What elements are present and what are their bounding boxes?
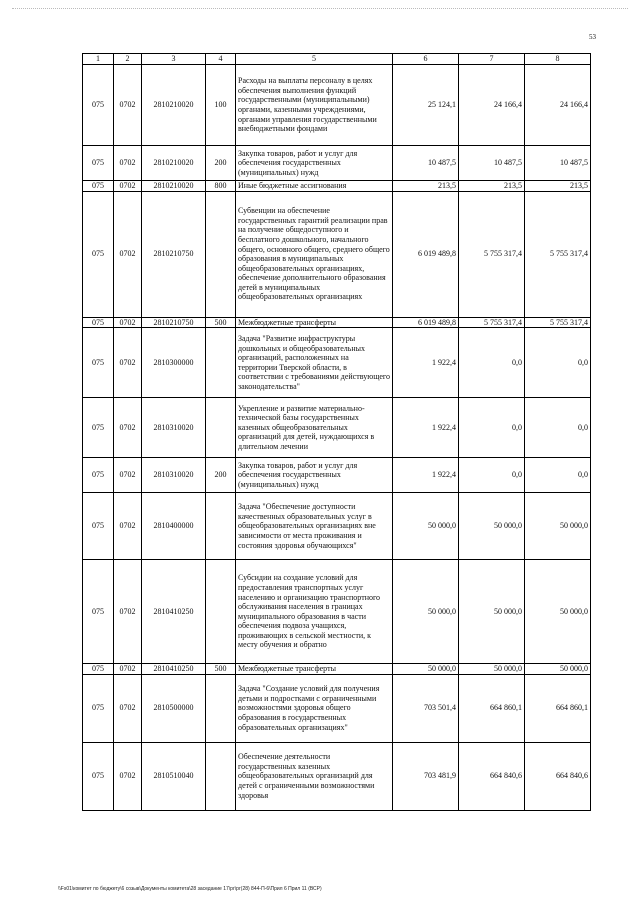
table-row	[83, 65, 591, 146]
cell-amount-3: 664 860,1	[525, 674, 591, 742]
page-number: 53	[589, 33, 596, 41]
cell-section-code: 0702	[114, 398, 142, 458]
cell-expense-type	[206, 398, 236, 458]
cell-target-code: 2810410250	[142, 560, 206, 664]
table-row	[83, 674, 591, 742]
cell-section-code: 0702	[114, 493, 142, 560]
cell-section-code: 0702	[114, 664, 142, 675]
cell-section-code: 0702	[114, 560, 142, 664]
cell-amount-2: 50 000,0	[459, 664, 525, 675]
cell-amount-3: 24 166,4	[525, 65, 591, 146]
cell-target-code: 2810300000	[142, 328, 206, 398]
cell-expense-type	[206, 560, 236, 664]
cell-section-code: 0702	[114, 674, 142, 742]
col-header: 4	[206, 54, 236, 65]
cell-amount-3: 213,5	[525, 181, 591, 192]
table-row	[83, 181, 591, 192]
cell-target-code: 2810310020	[142, 398, 206, 458]
cell-amount-3: 50 000,0	[525, 560, 591, 664]
cell-amount-3: 50 000,0	[525, 493, 591, 560]
cell-target-code: 2810400000	[142, 493, 206, 560]
cell-amount-2: 10 487,5	[459, 146, 525, 181]
cell-description: Иные бюджетные ассигнования	[236, 181, 393, 192]
cell-amount-3: 5 755 317,4	[525, 191, 591, 317]
cell-expense-type	[206, 493, 236, 560]
cell-amount-1: 50 000,0	[393, 560, 459, 664]
cell-amount-2: 5 755 317,4	[459, 191, 525, 317]
cell-amount-2: 0,0	[459, 328, 525, 398]
cell-admin-code: 075	[83, 65, 114, 146]
cell-admin-code: 075	[83, 674, 114, 742]
cell-amount-2: 664 840,6	[459, 742, 525, 810]
cell-amount-1: 6 019 489,8	[393, 191, 459, 317]
cell-admin-code: 075	[83, 742, 114, 810]
cell-section-code: 0702	[114, 146, 142, 181]
budget-table	[82, 53, 591, 811]
cell-admin-code: 075	[83, 317, 114, 328]
cell-expense-type	[206, 328, 236, 398]
cell-amount-1: 703 481,9	[393, 742, 459, 810]
cell-admin-code: 075	[83, 560, 114, 664]
cell-section-code: 0702	[114, 191, 142, 317]
cell-amount-1: 1 922,4	[393, 398, 459, 458]
cell-expense-type: 500	[206, 317, 236, 328]
col-header: 2	[114, 54, 142, 65]
cell-expense-type: 200	[206, 458, 236, 493]
table-row	[83, 146, 591, 181]
cell-expense-type: 100	[206, 65, 236, 146]
cell-amount-3: 50 000,0	[525, 664, 591, 675]
cell-amount-1: 50 000,0	[393, 493, 459, 560]
cell-amount-3: 5 755 317,4	[525, 317, 591, 328]
cell-amount-1: 25 124,1	[393, 65, 459, 146]
table-row	[83, 317, 591, 328]
cell-amount-1: 1 922,4	[393, 328, 459, 398]
col-header: 6	[393, 54, 459, 65]
cell-expense-type: 500	[206, 664, 236, 675]
table-row	[83, 191, 591, 317]
cell-amount-2: 213,5	[459, 181, 525, 192]
cell-expense-type	[206, 191, 236, 317]
col-header: 7	[459, 54, 525, 65]
cell-description: Укрепление и развитие материально-технической базы государственных казенных общеобразовательных организаций для детей, нуждающихся в длительном лечении	[236, 398, 393, 458]
cell-expense-type: 200	[206, 146, 236, 181]
cell-target-code: 2810510040	[142, 742, 206, 810]
cell-amount-2: 50 000,0	[459, 560, 525, 664]
col-header: 3	[142, 54, 206, 65]
cell-amount-3: 664 840,6	[525, 742, 591, 810]
file-path-footer: \\Fs01\комитет по бюджету\6 созыв\Документы комитета\28 заседание 17\рг\рг(28) 844-П-6\Прил 6 Прил 11 (ВСР)	[58, 886, 322, 892]
cell-description: Задача "Развитие инфраструктуры дошкольных и общеобразовательных организаций, расположенных на территории Тверской области, в соответствии с требованиями действующего законодательства"	[236, 328, 393, 398]
cell-section-code: 0702	[114, 181, 142, 192]
cell-target-code: 2810310020	[142, 458, 206, 493]
cell-amount-2: 0,0	[459, 458, 525, 493]
table-row	[83, 328, 591, 398]
cell-admin-code: 075	[83, 458, 114, 493]
cell-amount-3: 0,0	[525, 328, 591, 398]
cell-admin-code: 075	[83, 398, 114, 458]
cell-expense-type	[206, 674, 236, 742]
cell-description: Закупка товаров, работ и услуг для обеспечения государственных (муниципальных) нужд	[236, 458, 393, 493]
cell-amount-1: 213,5	[393, 181, 459, 192]
cell-target-code: 2810410250	[142, 664, 206, 675]
cell-section-code: 0702	[114, 328, 142, 398]
cell-description: Расходы на выплаты персоналу в целях обеспечения выполнения функций государственными (муниципальными) органами, казенными учреждениями, органами управления государственными внебюджетными фондами	[236, 65, 393, 146]
cell-expense-type: 800	[206, 181, 236, 192]
cell-description: Закупка товаров, работ и услуг для обеспечения государственных (муниципальных) нужд	[236, 146, 393, 181]
cell-amount-3: 0,0	[525, 398, 591, 458]
cell-target-code: 2810210750	[142, 317, 206, 328]
cell-target-code: 2810210020	[142, 181, 206, 192]
cell-section-code: 0702	[114, 742, 142, 810]
cell-amount-1: 50 000,0	[393, 664, 459, 675]
cell-description: Субвенции на обеспечение государственных гарантий реализации прав на получение общедоступного и бесплатного дошкольного, начального общего, основного общего, среднего общего образования в муниципальных общеобразовательных организациях, обеспечение дополнительного образования детей в муниципальных общеобразовательных организациях	[236, 191, 393, 317]
scan-artifact-line	[12, 8, 628, 10]
cell-target-code: 2810210020	[142, 146, 206, 181]
table-header-row	[83, 54, 591, 65]
table-row	[83, 664, 591, 675]
cell-description: Межбюджетные трансферты	[236, 317, 393, 328]
table-row	[83, 560, 591, 664]
col-header: 5	[236, 54, 393, 65]
cell-amount-1: 6 019 489,8	[393, 317, 459, 328]
cell-admin-code: 075	[83, 328, 114, 398]
cell-description: Субсидии на создание условий для предоставления транспортных услуг населению и организацию транспортного обслуживания населения в границах муниципального образования в части обеспечения подвоза учащихся, проживающих в сельской местности, к месту обучения и обратно	[236, 560, 393, 664]
cell-amount-2: 664 860,1	[459, 674, 525, 742]
cell-amount-2: 24 166,4	[459, 65, 525, 146]
cell-amount-3: 10 487,5	[525, 146, 591, 181]
cell-description: Задача "Обеспечение доступности качественных образовательных услуг в общеобразовательных организациях вне зависимости от места проживания и состояния здоровья обучающихся"	[236, 493, 393, 560]
cell-amount-1: 703 501,4	[393, 674, 459, 742]
cell-amount-2: 0,0	[459, 398, 525, 458]
table-row	[83, 742, 591, 810]
cell-amount-3: 0,0	[525, 458, 591, 493]
cell-admin-code: 075	[83, 191, 114, 317]
table-row	[83, 458, 591, 493]
cell-section-code: 0702	[114, 458, 142, 493]
cell-description: Обеспечение деятельности государственных казенных общеобразовательных организаций для детей с ограниченными возможностями здоровья	[236, 742, 393, 810]
cell-admin-code: 075	[83, 181, 114, 192]
cell-description: Задача "Создание условий для получения детьми и подростками с ограниченными возможностями здоровья общего образования в государственных образовательных организациях"	[236, 674, 393, 742]
cell-amount-1: 1 922,4	[393, 458, 459, 493]
col-header: 1	[83, 54, 114, 65]
cell-section-code: 0702	[114, 65, 142, 146]
table-row	[83, 493, 591, 560]
cell-section-code: 0702	[114, 317, 142, 328]
cell-target-code: 2810500000	[142, 674, 206, 742]
cell-target-code: 2810210750	[142, 191, 206, 317]
col-header: 8	[525, 54, 591, 65]
cell-amount-2: 5 755 317,4	[459, 317, 525, 328]
cell-target-code: 2810210020	[142, 65, 206, 146]
cell-amount-1: 10 487,5	[393, 146, 459, 181]
table-row	[83, 398, 591, 458]
cell-admin-code: 075	[83, 493, 114, 560]
cell-expense-type	[206, 742, 236, 810]
cell-admin-code: 075	[83, 146, 114, 181]
cell-amount-2: 50 000,0	[459, 493, 525, 560]
cell-admin-code: 075	[83, 664, 114, 675]
cell-description: Межбюджетные трансферты	[236, 664, 393, 675]
